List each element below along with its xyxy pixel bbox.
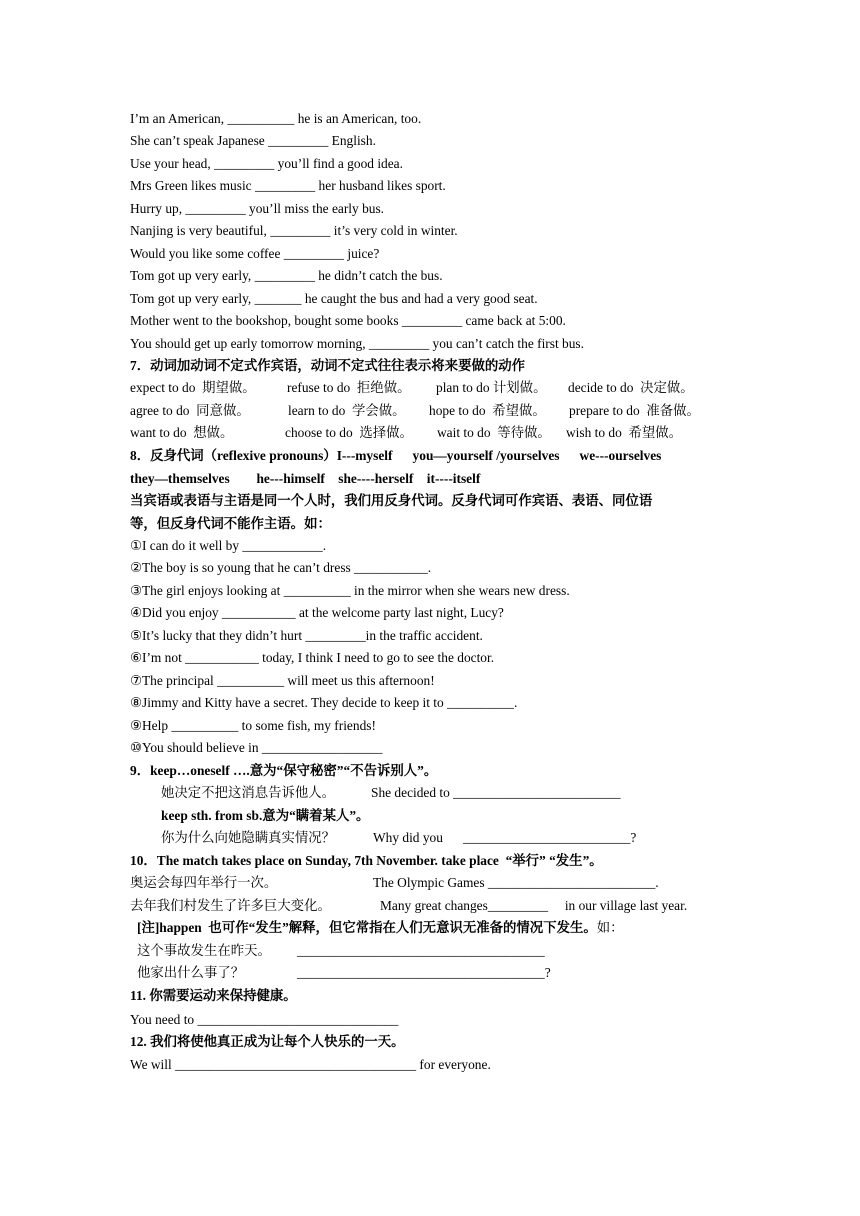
s9-example-2-en: Why did you _________________________? [373,830,637,845]
section-12-heading: 12. 我们将使他真正成为让每个人快乐的一天。 [130,1034,405,1049]
s8-item-5: ⑤It’s lucky that they didn’t hurt _________in the traffic accident. [130,628,483,643]
conj-line-1: I’m an American, __________ he is an American, too. [130,111,422,126]
s8-item-8: ⑧Jimmy and Kitty have a secret. They decide to keep it to __________. [130,695,518,710]
s8-item-7: ⑦The principal __________ will meet us this afternoon! [130,673,435,688]
section-8-heading: 8．反身代词（reflexive pronouns）I---myself you—yourself /yourselves we---ourselves [130,448,662,463]
s9-sub-heading: keep sth. from sb.意为“瞒着某人”。 [161,808,370,823]
s10-example-2-en: Many great changes_________ in our village last year. [380,898,688,913]
s7-r2-c1: agree to do 同意做。 [130,403,250,418]
s7-r3-c4: wish to do 希望做。 [566,425,683,440]
section-10-heading: 10．The match takes place on Sunday, 7th November. take place “举行” “发生”。 [130,853,603,868]
s9-example-1-en: She decided to _________________________ [371,785,621,800]
section-8-rule-cont: 等，但反身代词不能作主语。如： [130,516,331,531]
s10-example-3-en: _____________________________________ [297,943,545,958]
s10-example-2-cn: 去年我们村发生了许多巨大变化。 [130,898,331,913]
conj-line-8: Tom got up very early, _________ he didn’t catch the bus. [130,268,443,283]
s7-r1-c2: refuse to do 拒绝做。 [287,380,411,395]
s8-item-9: ⑨Help __________ to some fish, my friends! [130,718,376,733]
s10-example-1-en: The Olympic Games _________________________. [373,875,659,890]
s10-note-suffix: 如： [596,920,624,935]
s7-r1-c3: plan to do 计划做。 [436,380,547,395]
s8-item-2: ②The boy is so young that he can’t dress ___________. [130,560,432,575]
section-8-heading-cont: they—themselves he---himself she----herself it----itself [130,471,481,486]
s7-r3-c3: wait to do 等待做。 [437,425,551,440]
s11-line: You need to ______________________________ [130,1012,399,1027]
conj-line-3: Use your head, _________ you’ll find a good idea. [130,156,403,171]
s7-r2-c3: hope to do 希望做。 [429,403,546,418]
conj-line-9: Tom got up very early, _______ he caught the bus and had a very good seat. [130,291,538,306]
s7-r1-c4: decide to do 决定做。 [568,380,694,395]
s8-item-3: ③The girl enjoys looking at __________ in the mirror when she wears new dress. [130,583,570,598]
s7-r3-c1: want to do 想做。 [130,425,234,440]
s8-item-1: ①I can do it well by ____________. [130,538,327,553]
s7-r2-c2: learn to do 学会做。 [288,403,406,418]
s8-item-10: ⑩You should believe in __________________ [130,740,383,755]
s9-example-1-cn: 她决定不把这消息告诉他人。 [161,785,336,800]
section-9-heading: 9．keep…oneself ….意为“保守秘密”“不告诉别人”。 [130,763,438,778]
s10-example-3-cn: 这个事故发生在昨天。 [137,943,271,958]
conj-line-10: Mother went to the bookshop, bought some books _________ came back at 5:00. [130,313,566,328]
s10-example-4-cn: 他家出什么事了？ [137,965,245,980]
section-11-heading: 11. 你需要运动来保持健康。 [130,988,297,1003]
s9-example-2-cn: 你为什么向她隐瞒真实情况？ [161,830,336,845]
s7-r3-c2: choose to do 选择做。 [285,425,413,440]
s10-example-1-cn: 奥运会每四年举行一次。 [130,875,278,890]
conj-line-7: Would you like some coffee _________ juice? [130,246,380,261]
s12-line: We will ____________________________________ for everyone. [130,1057,491,1072]
s10-example-4-en: _____________________________________? [297,965,551,980]
section-7-heading: 7．动词加动词不定式作宾语，动词不定式往往表示将来要做的动作 [130,358,526,373]
conj-line-11: You should get up early tomorrow morning, _________ you can’t catch the first bus. [130,336,584,351]
s10-note [137,919,624,937]
s10-note-text: [注]happen 也可作“发生”解释，但它常指在人们无意识无准备的情况下发生。 [137,920,597,935]
s7-r2-c4: prepare to do 准备做。 [569,403,700,418]
section-8-rule: 当宾语或表语与主语是同一个人时，我们用反身代词。反身代词可作宾语、表语、同位语 [130,493,653,508]
s8-item-6: ⑥I’m not ___________ today, I think I need to go to see the doctor. [130,650,495,665]
conj-line-4: Mrs Green likes music _________ her husband likes sport. [130,178,446,193]
s8-item-4: ④Did you enjoy ___________ at the welcome party last night, Lucy? [130,605,504,620]
conj-line-5: Hurry up, _________ you’ll miss the early bus. [130,201,385,216]
conj-line-2: She can’t speak Japanese _________ English. [130,133,376,148]
conj-line-6: Nanjing is very beautiful, _________ it’s very cold in winter. [130,223,458,238]
s7-r1-c1: expect to do 期望做。 [130,380,256,395]
